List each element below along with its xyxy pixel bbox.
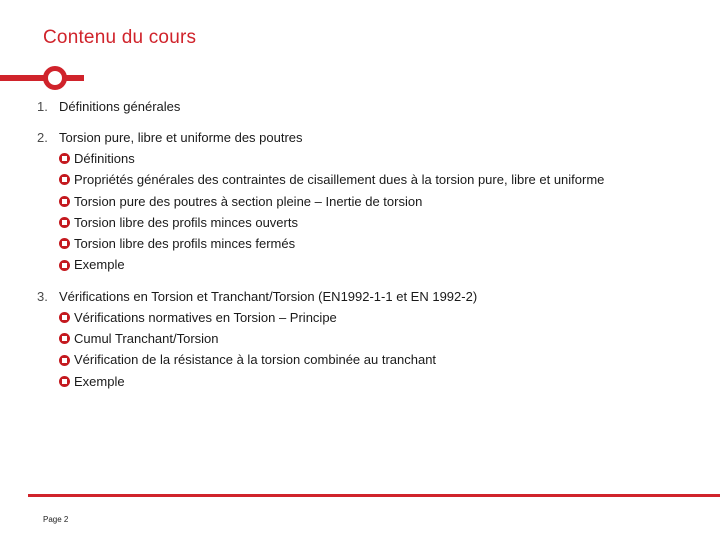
page-number: Page 2 xyxy=(43,515,69,524)
section-number: 2. xyxy=(37,130,48,145)
list-item-label: Torsion pure des poutres à section pleine – Inertie de torsion xyxy=(74,193,423,209)
list-item xyxy=(59,212,707,233)
list-item-label: Cumul Tranchant/Torsion xyxy=(74,331,219,347)
section-title: Définitions générales xyxy=(59,99,181,114)
section-number: 3. xyxy=(37,288,48,304)
list-item-label: Exemple xyxy=(74,257,125,273)
slide-title: Contenu du cours xyxy=(43,27,197,48)
bullet-icon xyxy=(59,260,70,271)
list-item-label: Propriétés générales des contraintes de cisaillement dues à la torsion pure, libre et uniforme xyxy=(74,172,605,188)
list-item-label: Vérifications normatives en Torsion – Principe xyxy=(74,309,337,325)
list-item-label: Définitions xyxy=(74,151,135,166)
list-item xyxy=(59,349,707,370)
list-item xyxy=(59,307,707,328)
section-1 xyxy=(37,96,707,117)
list-item xyxy=(59,169,707,190)
bullet-icon xyxy=(59,238,70,249)
section-number: 1. xyxy=(37,99,48,114)
sub-item-list xyxy=(37,307,707,392)
section-heading xyxy=(37,96,707,117)
bullet-icon xyxy=(59,333,70,344)
section-title: Vérifications en Torsion et Tranchant/Torsion (EN1992-1-1 et EN 1992-2) xyxy=(59,288,478,304)
course-contents-list xyxy=(37,96,707,402)
list-item-label: Torsion libre des profils minces fermés xyxy=(74,236,296,252)
sub-item-list xyxy=(37,148,707,276)
section-heading xyxy=(37,286,707,307)
section-title: Torsion pure, libre et uniforme des poutres xyxy=(59,130,303,145)
bullet-icon xyxy=(59,174,70,185)
accent-circle-icon xyxy=(43,66,67,90)
list-item-label: Vérification de la résistance à la torsion combinée au tranchant xyxy=(74,352,437,368)
bullet-icon xyxy=(59,217,70,228)
bullet-icon xyxy=(59,312,70,323)
list-item xyxy=(59,191,707,212)
list-item-label: Exemple xyxy=(74,373,125,389)
bullet-icon xyxy=(59,153,70,164)
bullet-icon xyxy=(59,196,70,207)
bullet-icon xyxy=(59,355,70,366)
section-3 xyxy=(37,286,707,392)
list-item xyxy=(59,254,707,275)
bullet-icon xyxy=(59,376,70,387)
section-heading xyxy=(37,127,707,148)
list-item xyxy=(59,371,707,392)
bottom-rule xyxy=(28,494,720,497)
accent-line xyxy=(0,75,84,81)
list-item xyxy=(59,148,707,169)
section-2 xyxy=(37,127,707,276)
list-item-label: Torsion libre des profils minces ouverts xyxy=(74,214,298,230)
list-item xyxy=(59,328,707,349)
list-item xyxy=(59,233,707,254)
